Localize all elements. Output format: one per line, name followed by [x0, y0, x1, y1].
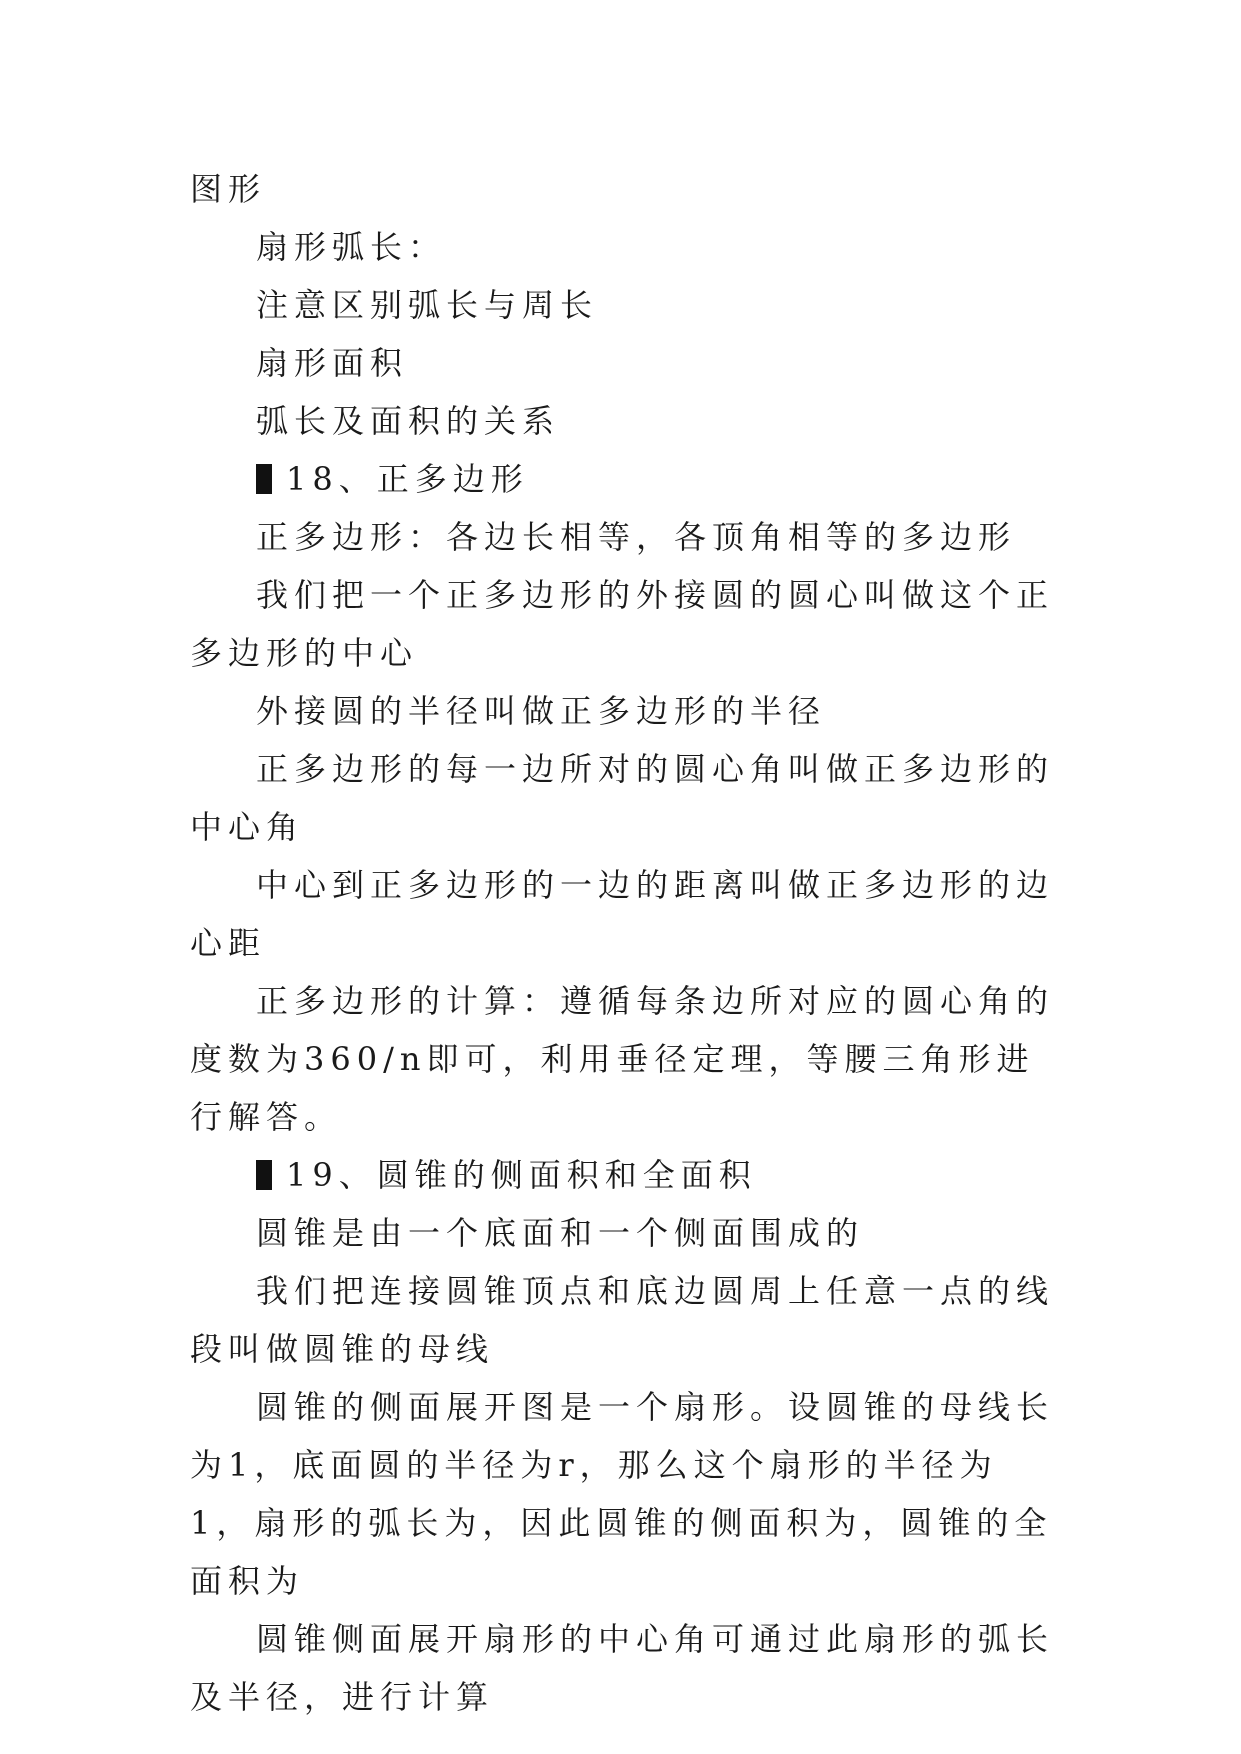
heading-bar-icon — [256, 464, 272, 494]
section-heading-19 — [190, 1146, 1060, 1204]
paragraph-apothem: 中心到正多边形的一边的距离叫做正多边形的边心距 — [190, 866, 1055, 962]
section-heading-19-text: 19、圆锥的侧面积和全面积 — [286, 1156, 757, 1194]
paragraph-figure: 图形 — [190, 170, 267, 208]
paragraph-regular-polygon-definition: 正多边形：各边长相等，各顶角相等的多边形 — [256, 518, 1017, 556]
paragraph-cone-generatrix: 我们把连接圆锥顶点和底边圆周上任意一点的线段叫做圆锥的母线 — [190, 1272, 1055, 1368]
paragraph-polygon-calculation: 正多边形的计算：遵循每条边所对应的圆心角的度数为360/n即可，利用垂径定理，等腰三角形进行解答。 — [190, 982, 1055, 1136]
paragraph-cone-composition: 圆锥是由一个底面和一个侧面围成的 — [256, 1214, 865, 1252]
section-heading-18 — [190, 450, 1060, 508]
paragraph-arc-area-relation: 弧长及面积的关系 — [256, 402, 561, 440]
paragraph-polygon-center: 我们把一个正多边形的外接圆的圆心叫做这个正多边形的中心 — [190, 576, 1055, 672]
document-page — [190, 160, 1060, 1726]
paragraph-polygon-radius: 外接圆的半径叫做正多边形的半径 — [256, 692, 827, 730]
section-heading-18-text: 18、正多边形 — [286, 460, 529, 498]
paragraph-central-angle: 正多边形的每一边所对的圆心角叫做正多边形的中心角 — [190, 750, 1055, 846]
paragraph-arc-length: 扇形弧长： — [256, 228, 447, 266]
paragraph-cone-central-angle: 圆锥侧面展开扇形的中心角可通过此扇形的弧长及半径，进行计算 — [190, 1620, 1055, 1716]
paragraph-sector-area: 扇形面积 — [256, 344, 409, 382]
paragraph-arc-vs-perimeter: 注意区别弧长与周长 — [256, 286, 599, 324]
paragraph-cone-lateral-area: 圆锥的侧面展开图是一个扇形。设圆锥的母线长为1，底面圆的半径为r，那么这个扇形的半径为1，扇形的弧长为，因此圆锥的侧面积为，圆锥的全面积为 — [190, 1388, 1055, 1600]
heading-bar-icon — [256, 1160, 272, 1190]
